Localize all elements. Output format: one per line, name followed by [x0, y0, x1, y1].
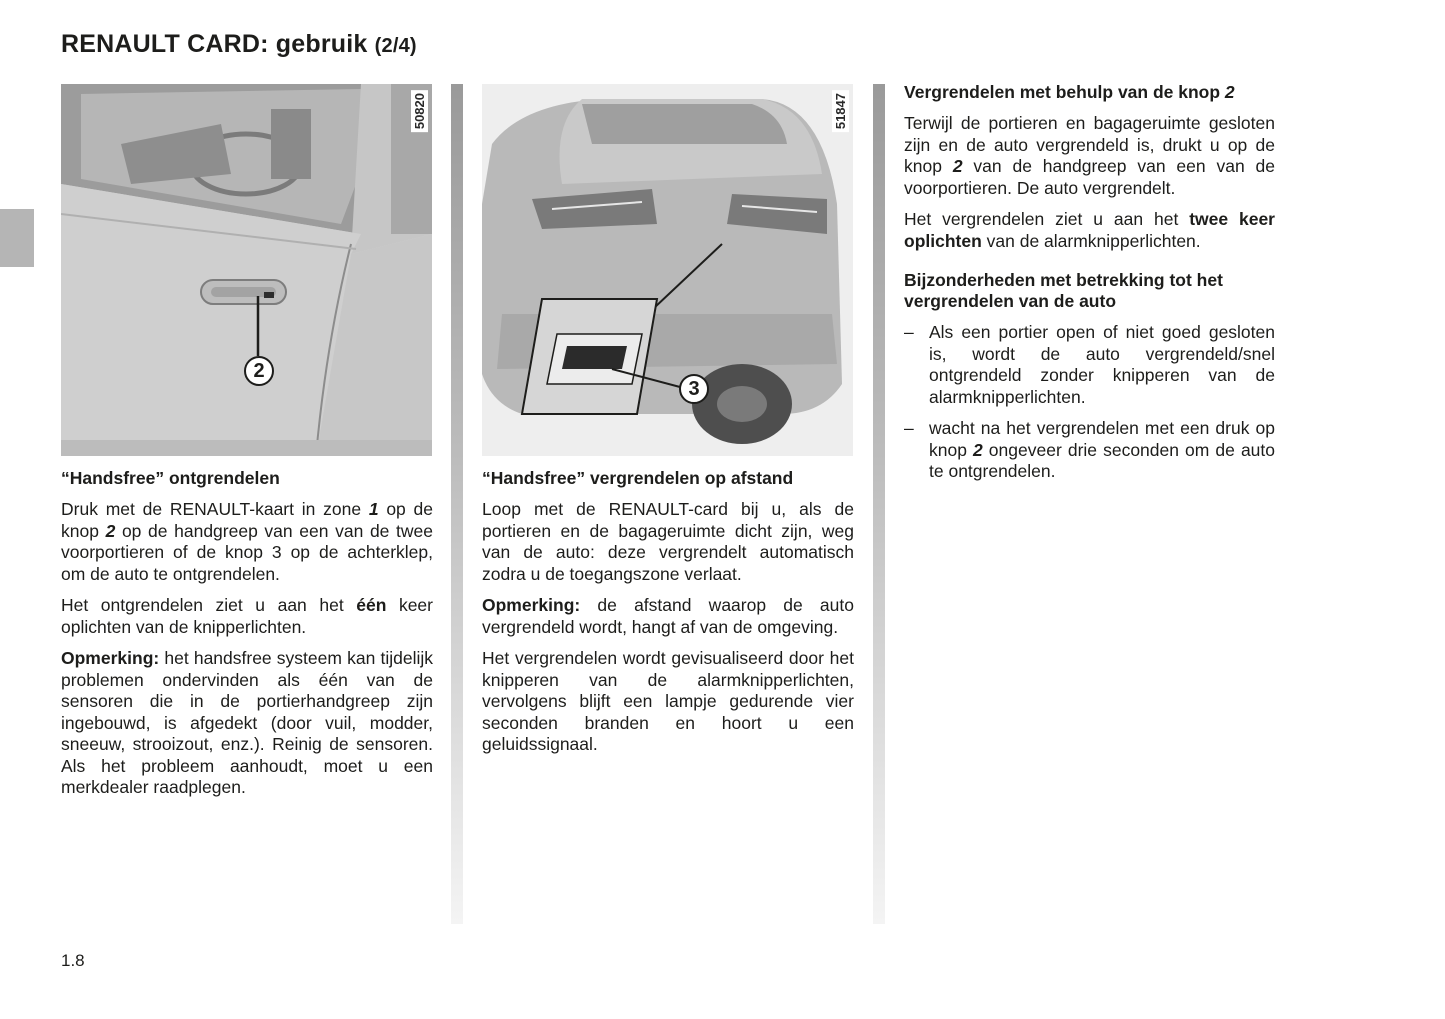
paragraph-unlock-note: Opmerking: het handsfree systeem kan tijdelijk problemen ondervinden als één van de sensoren die in de portierhandgreep zijn ingebouwd, is afgedekt (door vuil, modder, sneeuw, strooizout, enz.). Reinig de sensoren. Als het probleem aanhoudt, moet u een merkdealer raadplegen. — [61, 648, 433, 797]
left-column — [61, 82, 433, 809]
section-heading-lock-particulars: Bijzonderheden met betrekking tot het vergrendelen van de auto — [904, 270, 1223, 311]
door-handle-illustration — [61, 84, 432, 456]
paragraph-lock-instructions: Loop met de RENAULT-card bij u, als de portieren en de bagageruimte dicht zijn, weg van de auto: deze vergrendelt automatisch zodra u de toegangszone verlaat. — [482, 499, 854, 584]
column-separator-right — [873, 84, 885, 924]
tailgate-drawing — [482, 84, 853, 456]
list-item: – Als een portier open of niet goed gesloten is, wordt de auto vergrendeld/snel ontgrendeld zonder knipperen van de alarmknipperlichten. — [904, 322, 1275, 407]
figure-reference-number: 51847 — [832, 90, 849, 132]
paragraph-lock-note: Opmerking: de afstand waarop de auto vergrendeld wordt, hangt af van de omgeving. — [482, 595, 854, 637]
callout-label-3: 3 — [679, 374, 709, 404]
section-heading-handsfree-unlock: “Handsfree” ontgrendelen — [61, 468, 280, 488]
door-handle-drawing — [61, 84, 432, 456]
section-heading-handsfree-lock: “Handsfree” vergrendelen op afstand — [482, 468, 794, 488]
section-heading-lock-with-button: Vergrendelen met behulp van de knop 2 — [904, 82, 1235, 102]
paragraph-button-lock-indication: Het vergrendelen ziet u aan het twee keer oplichten van de alarmknipperlichten. — [904, 209, 1275, 251]
page-number: 1.8 — [61, 951, 85, 970]
callout-label-2: 2 — [244, 356, 274, 386]
title-main: RENAULT CARD: gebruik — [61, 30, 368, 58]
title-page-indicator: (2/4) — [374, 35, 417, 57]
middle-column — [482, 82, 854, 766]
figure-reference-number: 50820 — [411, 90, 428, 132]
right-column — [904, 82, 1275, 493]
paragraph-lock-indication: Het vergrendelen wordt gevisualiseerd door het knipperen van de alarmknipperlichten, vervolgens blijft een lampje gedurende vier seconden branden en hoort u een geluidssignaal. — [482, 648, 854, 754]
column-separator-left — [451, 84, 463, 924]
list-item: – wacht na het vergrendelen met een druk op knop 2 ongeveer drie seconden om de auto te ontgrendelen. — [904, 418, 1276, 481]
page-title — [61, 30, 417, 59]
tailgate-illustration — [482, 84, 853, 456]
paragraph-unlock-instructions: Druk met de RENAULT-kaart in zone 1 op de knop 2 op de handgreep van een van de twee voorportieren of de knop 3 op de achterklep, om de auto te ontgrendelen. — [61, 499, 433, 584]
particulars-list — [904, 322, 1275, 483]
paragraph-button-lock-instructions: Terwijl de portieren en bagageruimte gesloten zijn en de auto vergrendeld is, drukt u op de knop 2 van de handgreep van een van de voorportieren. De auto vergrendelt. — [904, 113, 1276, 198]
paragraph-unlock-indication: Het ontgrendelen ziet u aan het één keer oplichten van de knipperlichten. — [61, 595, 433, 637]
section-tab-marker — [0, 209, 34, 267]
